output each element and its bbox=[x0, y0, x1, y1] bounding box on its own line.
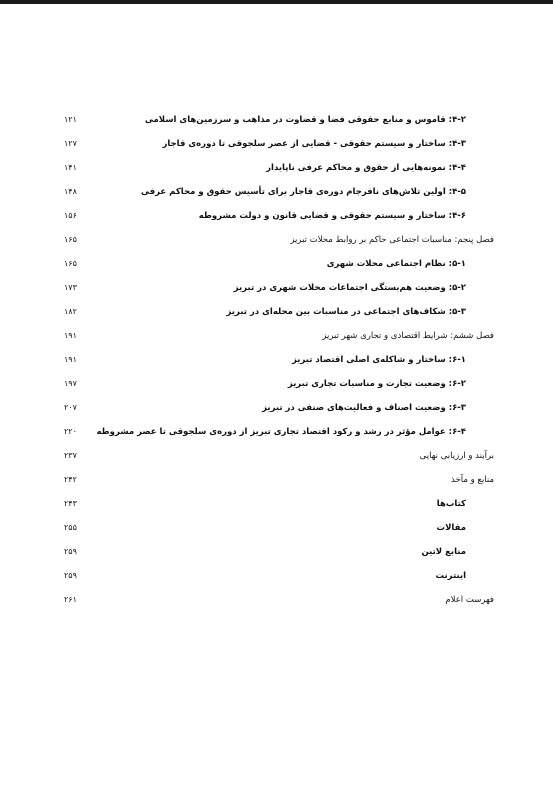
toc-entry bbox=[64, 468, 494, 492]
table-of-contents bbox=[64, 108, 494, 612]
toc-entry-title: ۶-۴: عوامل مؤثر در رشد و رکود اقتصاد تجاری تبریز از دوره‌ی سلجوقی تا عصر مشروطه bbox=[96, 427, 466, 437]
toc-entry bbox=[64, 324, 494, 348]
toc-entry-title: ۴-۶: ساختار و سیستم حقوقی و قضایی قانون و دولت مشروطه bbox=[198, 211, 466, 221]
toc-entry-title: ۴-۲: قاموس و منابع حقوقی فضا و قضاوت در مذاهب و سرزمین‌های اسلامی bbox=[144, 115, 466, 125]
toc-entry bbox=[64, 108, 494, 132]
toc-entry bbox=[64, 444, 494, 468]
toc-entry-title: ۴-۳: ساختار و سیستم حقوقی - قضایی از عصر سلجوقی تا دوره‌ی قاجار bbox=[162, 139, 466, 149]
toc-entry-title: ۶-۱: ساختار و شاکله‌ی اصلی اقتصاد تبریز bbox=[292, 355, 466, 365]
toc-entry-title: منابع و مآخذ bbox=[451, 475, 494, 485]
toc-entry-page-number: ۲۶۱ bbox=[64, 595, 77, 604]
toc-entry-page-number: ۲۲۰ bbox=[64, 427, 77, 436]
toc-entry-page-number: ۲۴۲ bbox=[64, 475, 77, 484]
toc-entry bbox=[64, 516, 494, 540]
toc-entry-page-number: ۱۴۸ bbox=[64, 187, 77, 196]
toc-entry-title: ۴-۴: نمونه‌هایی از حقوق و محاکم عرفی ناپایدار bbox=[266, 163, 466, 173]
toc-entry bbox=[64, 204, 494, 228]
toc-entry-title: ۵-۲: وضعیت هم‌بستگی اجتماعات محلات شهری در تبریز bbox=[233, 283, 466, 293]
toc-entry bbox=[64, 540, 494, 564]
toc-entry bbox=[64, 492, 494, 516]
toc-entry-page-number: ۱۲۱ bbox=[64, 115, 77, 124]
toc-entry bbox=[64, 228, 494, 252]
toc-entry bbox=[64, 252, 494, 276]
toc-entry bbox=[64, 180, 494, 204]
toc-entry-page-number: ۲۵۹ bbox=[64, 547, 77, 556]
toc-entry-title: فهرست اعلام bbox=[445, 595, 494, 605]
toc-entry bbox=[64, 372, 494, 396]
toc-entry-page-number: ۱۶۵ bbox=[64, 235, 77, 244]
toc-entry-title: ۶-۳: وضعیت اصناف و فعالیت‌های صنفی در تبریز bbox=[262, 403, 466, 413]
toc-entry-page-number: ۱۹۷ bbox=[64, 379, 77, 388]
toc-entry-title: فصل ششم: شرایط اقتصادی و تجاری شهر تبریز bbox=[322, 331, 494, 341]
toc-entry bbox=[64, 156, 494, 180]
toc-entry-page-number: ۱۶۵ bbox=[64, 259, 77, 268]
toc-entry bbox=[64, 564, 494, 588]
toc-entry bbox=[64, 420, 494, 444]
toc-entry-title: مقالات bbox=[436, 523, 466, 533]
toc-entry-page-number: ۲۰۷ bbox=[64, 403, 77, 412]
toc-entry bbox=[64, 396, 494, 420]
toc-entry-page-number: ۱۸۲ bbox=[64, 307, 77, 316]
toc-entry-page-number: ۱۷۳ bbox=[64, 283, 77, 292]
toc-entry-title: اینترنت bbox=[435, 571, 466, 581]
toc-entry-page-number: ۱۲۷ bbox=[64, 139, 77, 148]
toc-entry-title: کتاب‌ها bbox=[436, 499, 466, 509]
toc-entry-title: فصل پنجم: مناسبات اجتماعی حاکم بر روابط محلات تبریز bbox=[290, 235, 494, 245]
toc-entry-title: برآیند و ارزیابی نهایی bbox=[419, 451, 494, 461]
toc-entry-page-number: ۱۹۱ bbox=[64, 331, 77, 340]
toc-entry-page-number: ۲۵۹ bbox=[64, 571, 77, 580]
toc-entry-title: منابع لاتین bbox=[421, 547, 466, 557]
toc-entry-page-number: ۲۵۵ bbox=[64, 523, 77, 532]
top-rule bbox=[0, 0, 553, 4]
toc-entry bbox=[64, 132, 494, 156]
toc-entry-title: ۴-۵: اولین تلاش‌های نافرجام دوره‌ی قاجار برای تأسیس حقوق و محاکم عرفی bbox=[140, 187, 466, 197]
toc-entry-page-number: ۲۳۷ bbox=[64, 451, 77, 460]
toc-entry bbox=[64, 588, 494, 612]
toc-entry-title: ۵-۱: نظام اجتماعی محلات شهری bbox=[326, 259, 466, 269]
toc-entry-page-number: ۲۴۳ bbox=[64, 499, 77, 508]
toc-entry bbox=[64, 276, 494, 300]
toc-entry-page-number: ۱۹۱ bbox=[64, 355, 77, 364]
toc-entry-title: ۵-۳: شکاف‌های اجتماعی در مناسبات بین محله‌ای در تبریز bbox=[226, 307, 466, 317]
toc-entry-page-number: ۱۵۶ bbox=[64, 211, 77, 220]
toc-entry bbox=[64, 348, 494, 372]
toc-entry-title: ۶-۲: وضعیت تجارت و مناسبات تجاری تبریز bbox=[287, 379, 466, 389]
toc-entry-page-number: ۱۴۱ bbox=[64, 163, 77, 172]
toc-entry bbox=[64, 300, 494, 324]
